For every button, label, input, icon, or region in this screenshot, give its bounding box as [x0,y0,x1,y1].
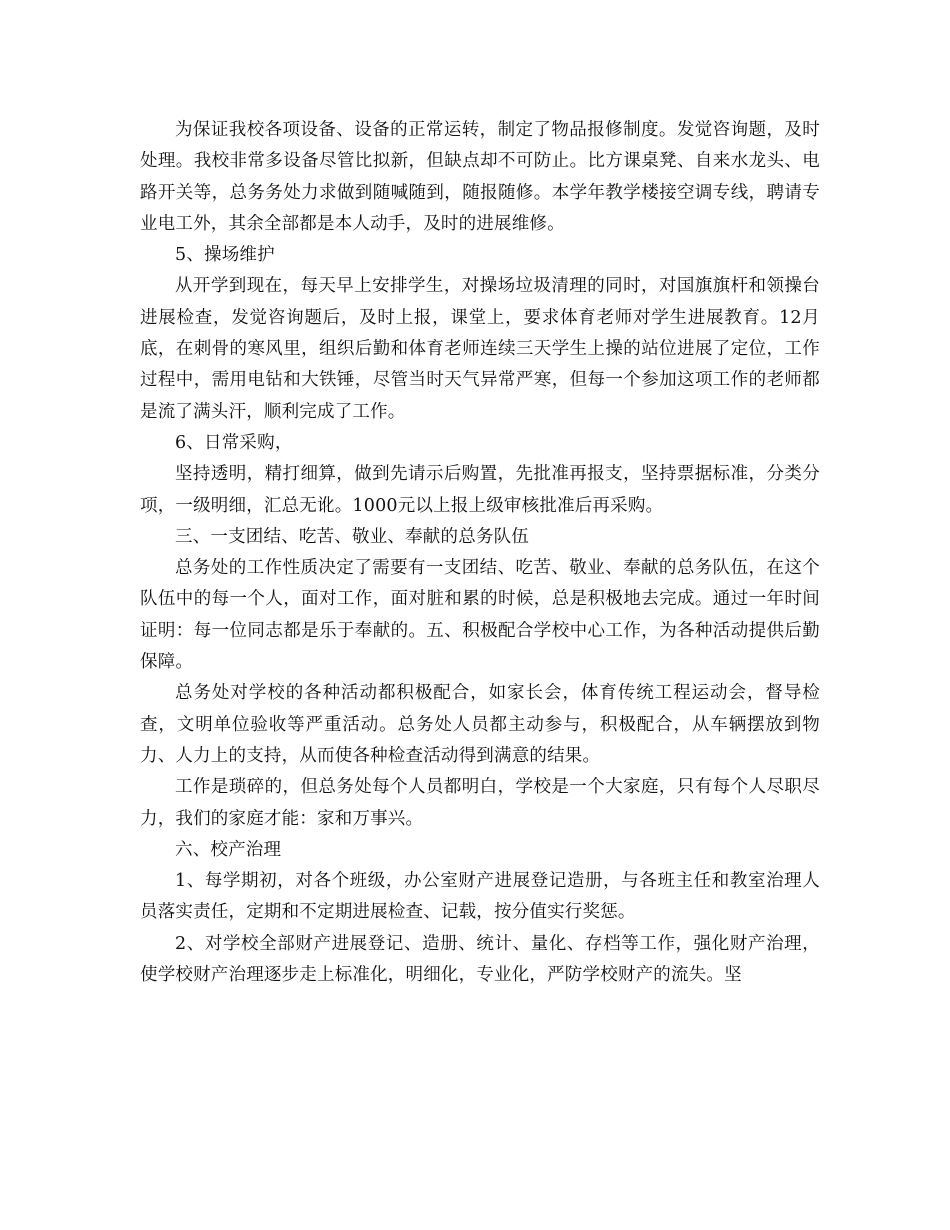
paragraph-purchasing: 坚持透明，精打细算，做到先请示后购置，先批准再报支，坚持票据标准，分类分项，一级明细，汇总无讹。1000元以上报上级审核批准后再采购。 [140,464,820,516]
paragraph-family: 工作是琐碎的，但总务处每个人员都明白，学校是一个大家庭，只有每个人尽职尽力，我们的家庭才能：家和万事兴。 [140,777,820,829]
paragraph-property-1: 1、每学期初，对各个班级，办公室财产进展登记造册，与各班主任和教室治理人员落实责任，定期和不定期进展检查、记载，按分值实行奖惩。 [140,871,820,923]
paragraph-repair-system: 为保证我校各项设备、设备的正常运转，制定了物品报修制度。发觉咨询题，及时处理。我校非常多设备尽管比拟新，但缺点却不可防止。比方课桌凳、自来水龙头、电路开关等，总务务处力求做到随喊随到，随报随修。本学年教学楼接空调专线，聘请专业电工外，其余全部都是本人动手，及时的进展维修。 [140,120,820,234]
paragraph-property-2: 2、对学校全部财产进展登记、造册、统计、量化、存档等工作，强化财产治理，使学校财产治理逐步走上标准化，明细化，专业化，严防学校财产的流失。坚 [140,933,820,986]
paragraph-team: 总务处的工作性质决定了需要有一支团结、吃苦、敬业、奉献的总务队伍，在这个队伍中的每一个人，面对工作，面对脏和累的时候，总是积极地去完成。通过一年时间证明：每一位同志都是乐于奉献的。五、积极配合学校中心工作，为各种活动提供后勤保障。 [140,558,820,673]
document-page [140,115,820,991]
heading-team: 三、一支团结、吃苦、敬业、奉献的总务队伍 [175,526,529,547]
paragraph-activities: 总务处对学校的各种活动都积极配合，如家长会，体育传统工程运动会，督导检查，文明单位验收等严重活动。总务处人员都主动参与，积极配合，从车辆摆放到物力、人力上的支持，从而使各种检查活动得到满意的结果。 [140,683,820,766]
paragraph-playground: 从开学到现在，每天早上安排学生，对操场垃圾清理的同时，对国旗旗杆和领操台进展检查，发觉咨询题后，及时上报，课堂上，要求体育老师对学生进展教育。12月底，在刺骨的寒风里，组织后勤和体育老师连续三天学生上操的站位进展了定位，工作过程中，需用电钻和大铁锤，尽管当时天气异常严寒，但每一个参加这项工作的老师都是流了满头汗，顺利完成了工作。 [140,276,820,422]
heading-playground-maintenance: 5、操场维护 [175,245,275,266]
heading-property-management: 六、校产治理 [175,839,282,860]
heading-daily-purchasing: 6、日常采购， [175,432,293,453]
